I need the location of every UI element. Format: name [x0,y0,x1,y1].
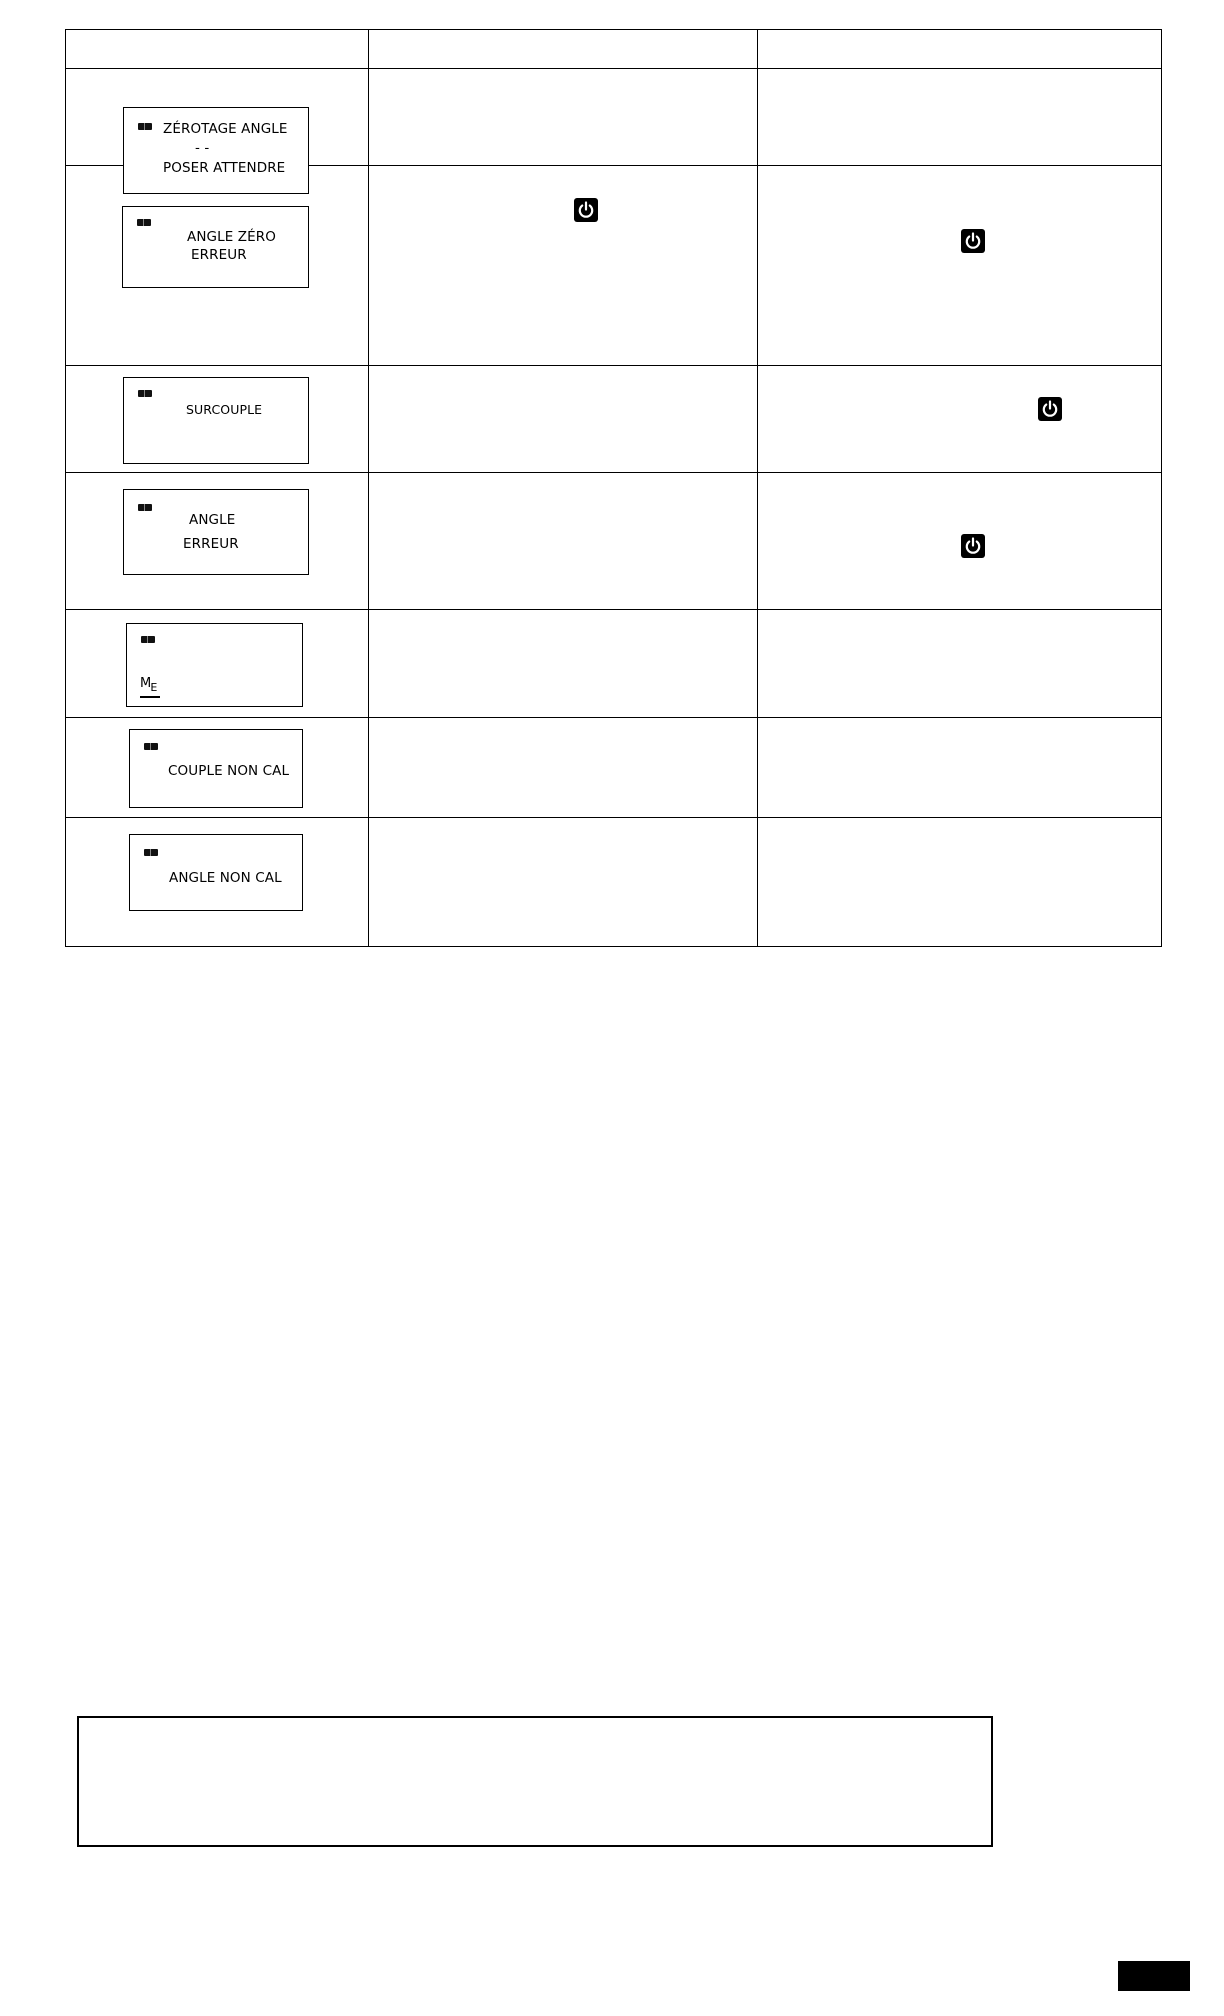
remedy-cell [758,818,1162,947]
battery-icon [137,219,151,226]
lcd-line-1: ANGLE NON CAL [169,870,282,886]
lcd-screen [129,834,303,911]
display-cell [66,818,369,947]
table-row [66,366,1162,473]
lcd-screen [123,489,309,575]
power-button-icon [1038,397,1062,421]
display-cell [66,166,369,366]
battery-icon [138,390,152,397]
table-row [66,166,1162,366]
cause-cell [369,473,758,610]
cause-cell [369,366,758,473]
battery-icon [144,743,158,750]
header-cell-cause [369,30,758,69]
lcd-screen [123,377,309,464]
battery-icon [141,636,155,643]
lcd-line-1: ANGLE ZÉRO [187,229,276,245]
header-cell-display [66,30,369,69]
lcd-line-1: ZÉROTAGE ANGLE [163,121,288,137]
table-row [66,610,1162,718]
cause-cell [369,610,758,718]
power-button-icon [574,198,598,222]
power-button-icon [961,229,985,253]
lcd-line-1: SURCOUPLE [186,402,263,417]
table-row [66,718,1162,818]
cause-cell [369,818,758,947]
me-symbol [140,676,158,694]
cause-cell [369,166,758,366]
lcd-line-2: - - [195,140,210,156]
note-box [77,1716,993,1847]
table-header-row [66,30,1162,69]
lcd-line-1: COUPLE NON CAL [168,763,290,779]
me-underline [140,696,160,698]
display-cell [66,718,369,818]
lcd-screen [126,623,303,707]
remedy-cell [758,718,1162,818]
lcd-screen [129,729,303,808]
lcd-screen [122,206,309,288]
display-cell [66,610,369,718]
cause-cell [369,718,758,818]
battery-icon [138,123,152,130]
table-row [66,69,1162,166]
cause-cell [369,69,758,166]
table-row [66,818,1162,947]
me-symbol-e: E [150,681,158,694]
error-code-table [65,29,1162,947]
page-number-tab [1118,1961,1190,1991]
power-button-icon [961,534,985,558]
me-symbol-m: M [140,676,152,691]
remedy-cell [758,473,1162,610]
remedy-cell [758,366,1162,473]
table-row [66,473,1162,610]
lcd-line-3: POSER ATTENDRE [163,160,286,176]
battery-icon [138,504,152,511]
lcd-line-2: ERREUR [191,247,247,263]
display-cell [66,473,369,610]
display-cell [66,69,369,176]
lcd-line-2: ERREUR [183,536,239,552]
remedy-cell [758,166,1162,366]
display-cell [66,366,369,473]
header-cell-remedy [758,30,1162,69]
battery-icon [144,849,158,856]
lcd-line-1: ANGLE [189,512,236,528]
remedy-cell [758,69,1162,166]
remedy-cell [758,610,1162,718]
